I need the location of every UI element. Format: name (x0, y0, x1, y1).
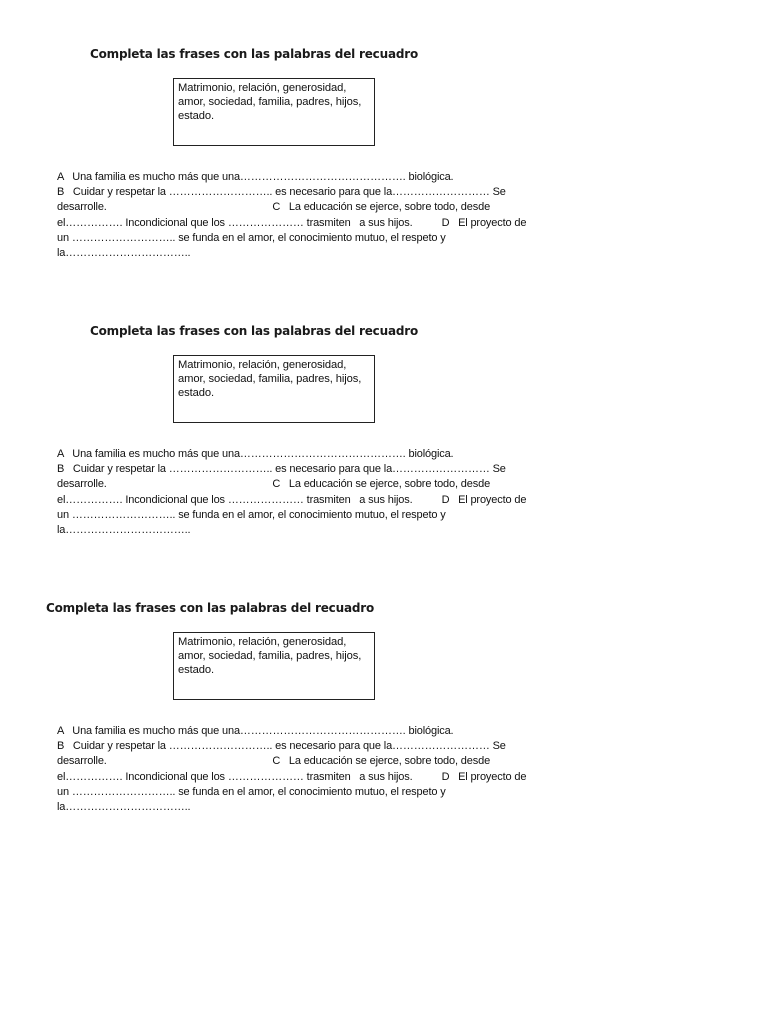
sentence-line: un ……………………….. se funda en el amor, el conocimiento mutuo, el respeto y (57, 785, 446, 798)
sentence-line: B Cuidar y respetar la ……………………….. es necesario para que la……………………… Se (57, 740, 506, 753)
word-box (173, 78, 375, 146)
word-box (173, 355, 375, 423)
sentence-line: un ……………………….. se funda en el amor, el conocimiento mutuo, el respeto y (57, 508, 446, 521)
sentence-line: un ……………………….. se funda en el amor, el conocimiento mutuo, el respeto y (57, 231, 446, 244)
sentence-line: desarrolle. C La educación se ejerce, sobre todo, desde (57, 755, 491, 768)
sentence-line: desarrolle. C La educación se ejerce, sobre todo, desde (57, 478, 491, 491)
sentence-line: la…………………………….. (57, 800, 191, 813)
exercise-title: Completa las frases con las palabras del recuadro (90, 324, 418, 338)
sentence-line: la…………………………….. (57, 246, 191, 259)
word-box-text: Matrimonio, relación, generosidad, amor, sociedad, familia, padres, hijos, estado. (178, 636, 362, 676)
sentence-line: el……………. Incondicional que los ………………… trasmiten a sus hijos. D El proyecto de (57, 493, 527, 506)
sentence-line: A Una familia es mucho más que una………………………………………. biológica. (57, 171, 454, 183)
sentence-line: B Cuidar y respetar la ……………………….. es necesario para que la……………………… Se (57, 463, 506, 476)
exercise-title: Completa las frases con las palabras del recuadro (90, 47, 418, 61)
sentence-line: el……………. Incondicional que los ………………… trasmiten a sus hijos. D El proyecto de (57, 770, 527, 783)
word-box-text: Matrimonio, relación, generosidad, amor, sociedad, familia, padres, hijos, estado. (178, 82, 362, 122)
sentence-line: A Una familia es mucho más que una………………………………………. biológica. (57, 725, 454, 737)
sentence-line: el……………. Incondicional que los ………………… trasmiten a sus hijos. D El proyecto de (57, 216, 527, 229)
word-box (173, 632, 375, 700)
sentences (57, 447, 587, 538)
word-box-text: Matrimonio, relación, generosidad, amor, sociedad, familia, padres, hijos, estado. (178, 359, 362, 399)
sentence-line: B Cuidar y respetar la ……………………….. es necesario para que la……………………… Se (57, 186, 506, 199)
sentence-line: desarrolle. C La educación se ejerce, sobre todo, desde (57, 201, 491, 214)
sentences (57, 724, 587, 815)
sentence-line: A Una familia es mucho más que una………………………………………. biológica. (57, 448, 454, 460)
exercise-title: Completa las frases con las palabras del recuadro (46, 601, 374, 615)
sentence-line: la…………………………….. (57, 523, 191, 536)
sentences (57, 170, 587, 261)
